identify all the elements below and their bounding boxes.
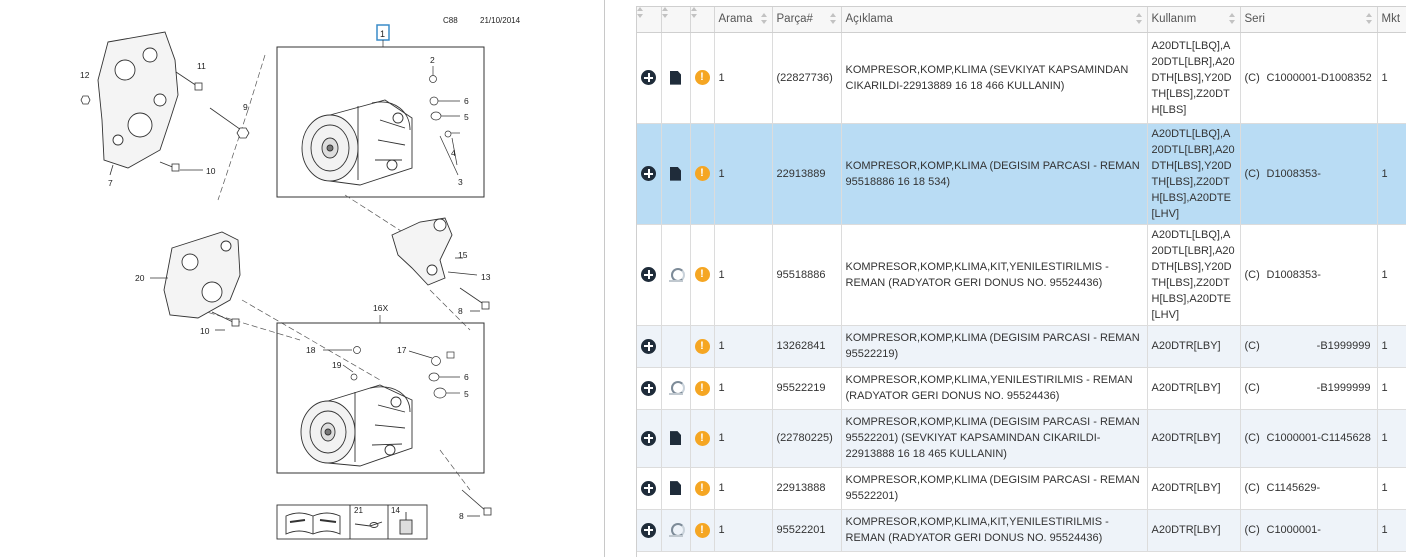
plus-circle-icon[interactable] [641, 481, 656, 496]
search-cell: 1 [714, 467, 772, 509]
expand-cell[interactable] [637, 509, 661, 551]
description-cell: KOMPRESOR,KOMP,KLIMA (DEGISIM PARCASI - REMAN 95518886 16 18 534) [841, 123, 1147, 224]
serial-code: (C) [1244, 524, 1260, 536]
warning-icon[interactable]: ! [695, 431, 710, 446]
callout-17[interactable]: 17 [397, 345, 407, 355]
qty-cell: 1 [1377, 467, 1406, 509]
document-cell[interactable] [661, 409, 690, 467]
serial-range: D1008353- [1266, 167, 1321, 180]
callout-9[interactable]: 9 [243, 102, 248, 112]
part-number-cell[interactable]: 22913888 [772, 467, 841, 509]
warning-cell[interactable] [690, 32, 714, 123]
exploded-parts-diagram [0, 0, 604, 557]
callout-14[interactable]: 14 [391, 506, 400, 515]
callout-3[interactable]: 3 [458, 177, 463, 187]
qty-cell: 1 [1377, 123, 1406, 224]
column-header-description-label: Açıklama [845, 13, 893, 26]
description-cell: KOMPRESOR,KOMP,KLIMA (DEGISIM PARCASI - REMAN 95522201) (SEVKIYAT KAPSAMINDAN CIKARILDI-22913888 16 18 465 KULLANIN) [841, 409, 1147, 467]
qty-cell: 1 [1377, 224, 1406, 325]
document-cell [661, 325, 690, 367]
usage-cell: A20DTR[LBY] [1147, 467, 1240, 509]
reman-icon[interactable] [668, 522, 684, 538]
search-cell: 1 [714, 409, 772, 467]
plus-circle-icon[interactable] [641, 267, 656, 282]
document-icon[interactable] [670, 481, 681, 495]
column-header-qty-label: Mkt [1381, 13, 1401, 26]
plus-circle-icon[interactable] [641, 70, 656, 85]
callout-19[interactable]: 19 [332, 360, 342, 370]
warning-cell[interactable] [690, 509, 714, 551]
reman-cell[interactable] [661, 367, 690, 409]
serial-code: (C) [1244, 382, 1260, 394]
hose-bracket-drawing [392, 218, 452, 285]
mounting-bracket-drawing [98, 32, 178, 168]
table-row[interactable] [637, 467, 1406, 509]
callout-7[interactable]: 7 [108, 178, 113, 188]
part-number-cell[interactable]: 95522219 [772, 367, 841, 409]
table-row[interactable] [637, 509, 1406, 551]
sort-icon[interactable] [761, 13, 768, 25]
sort-icon[interactable] [830, 13, 837, 25]
usage-cell: A20DTL[LBQ],A20DTL[LBR],A20DTH[LBS],Y20DTH[LBS],Z20DTH[LBS],A20DTE[LHV] [1147, 123, 1240, 224]
description-cell: KOMPRESOR,KOMP,KLIMA,KIT,YENILESTIRILMIS - REMAN (RADYATOR GERI DONUS NO. 95524436) [841, 224, 1147, 325]
warning-icon[interactable]: ! [695, 166, 710, 181]
callout-10-bottom[interactable]: 10 [200, 326, 210, 336]
warning-cell[interactable] [690, 409, 714, 467]
serial-cell [1240, 409, 1377, 467]
callout-6-bottom[interactable]: 6 [464, 372, 469, 382]
callout-4[interactable]: 4 [451, 148, 456, 158]
reman-cell[interactable] [661, 224, 690, 325]
description-cell: KOMPRESOR,KOMP,KLIMA,KIT,YENILESTIRILMIS - REMAN (RADYATOR GERI DONUS NO. 95524436) [841, 509, 1147, 551]
callout-18[interactable]: 18 [306, 345, 316, 355]
diagram-date: 21/10/2014 [480, 16, 521, 25]
expand-cell[interactable] [637, 367, 661, 409]
search-cell: 1 [714, 32, 772, 123]
search-cell: 1 [714, 123, 772, 224]
callout-6-top[interactable]: 6 [464, 96, 469, 106]
warning-icon[interactable]: ! [695, 381, 710, 396]
serial-code: (C) [1244, 432, 1260, 444]
column-header-serial-label: Seri [1244, 13, 1265, 26]
part-number-cell[interactable]: (22780225) [772, 409, 841, 467]
qty-cell: 1 [1377, 367, 1406, 409]
column-header-serial[interactable] [1240, 7, 1377, 32]
warning-icon[interactable]: ! [695, 523, 710, 538]
column-header-search-label: Arama [718, 13, 753, 26]
table-row-selected[interactable] [637, 123, 1406, 224]
document-cell[interactable] [661, 32, 690, 123]
warning-cell[interactable] [690, 467, 714, 509]
document-icon[interactable] [670, 167, 681, 181]
serial-range: C1000001-D1008352 [1266, 71, 1372, 84]
warning-cell[interactable] [690, 325, 714, 367]
serial-code: (C) [1244, 482, 1260, 494]
usage-cell: A20DTR[LBY] [1147, 367, 1240, 409]
serial-range: C1145629- [1266, 482, 1321, 494]
callout-8-top[interactable]: 8 [458, 306, 463, 316]
table-row[interactable] [637, 367, 1406, 409]
search-cell: 1 [714, 367, 772, 409]
callout-2[interactable]: 2 [430, 55, 435, 65]
search-cell: 1 [714, 325, 772, 367]
description-cell: KOMPRESOR,KOMP,KLIMA (DEGISIM PARCASI - REMAN 95522201) [841, 467, 1147, 509]
serial-range: D1008353- [1266, 268, 1321, 281]
column-header-usage[interactable] [1147, 7, 1240, 32]
expand-cell[interactable] [637, 32, 661, 123]
usage-cell: A20DTR[LBY] [1147, 325, 1240, 367]
table-row[interactable] [637, 224, 1406, 325]
table-row[interactable] [637, 32, 1406, 123]
callout-21[interactable]: 21 [354, 506, 363, 515]
callout-16x[interactable]: 16X [373, 303, 389, 313]
sort-icon[interactable] [666, 13, 673, 25]
lower-bracket-drawing [164, 232, 240, 318]
plus-circle-icon[interactable] [641, 431, 656, 446]
part-number-cell[interactable]: 95522201 [772, 509, 841, 551]
column-header-usage-label: Kullanım [1151, 13, 1197, 26]
warning-cell[interactable] [690, 367, 714, 409]
exploded-diagram-pane [0, 0, 604, 557]
tools-legend [277, 505, 427, 539]
parts-table [637, 7, 1406, 552]
serial-cell [1240, 32, 1377, 123]
warning-icon[interactable]: ! [695, 70, 710, 85]
callout-15[interactable]: 15 [458, 250, 468, 260]
sort-icon[interactable] [1366, 13, 1373, 25]
plus-circle-icon[interactable] [641, 523, 656, 538]
diagram-code: C88 [443, 16, 458, 25]
reman-cell[interactable] [661, 509, 690, 551]
grid-header-row [637, 7, 1406, 32]
description-cell: KOMPRESOR,KOMP,KLIMA (DEGISIM PARCASI - REMAN 95522219) [841, 325, 1147, 367]
column-header-document[interactable] [661, 7, 690, 32]
table-row[interactable] [637, 325, 1406, 367]
document-cell[interactable] [661, 467, 690, 509]
expand-cell[interactable] [637, 224, 661, 325]
document-icon[interactable] [670, 431, 681, 445]
search-cell: 1 [714, 224, 772, 325]
serial-cell [1240, 509, 1377, 551]
callout-11[interactable]: 11 [197, 61, 206, 71]
serial-cell [1240, 467, 1377, 509]
sort-icon[interactable] [641, 13, 648, 25]
column-header-qty[interactable] [1377, 7, 1406, 32]
usage-cell: A20DTR[LBY] [1147, 409, 1240, 467]
sort-icon[interactable] [1136, 13, 1143, 25]
serial-cell [1240, 123, 1377, 224]
serial-range: C1000001- [1266, 524, 1321, 536]
plus-circle-icon[interactable] [641, 339, 656, 354]
compressor-group-box [277, 47, 484, 197]
expand-cell[interactable] [637, 325, 661, 367]
callout-10-top[interactable]: 10 [206, 166, 216, 176]
qty-cell: 1 [1377, 32, 1406, 123]
expand-cell[interactable] [637, 467, 661, 509]
usage-cell: A20DTL[LBQ],A20DTL[LBR],A20DTH[LBS],Y20DTH[LBS],Z20DTH[LBS],A20DTE[LHV] [1147, 224, 1240, 325]
search-cell: 1 [714, 509, 772, 551]
qty-cell: 1 [1377, 509, 1406, 551]
document-icon[interactable] [670, 71, 681, 85]
plus-circle-icon[interactable] [641, 166, 656, 181]
callout-20[interactable]: 20 [135, 273, 145, 283]
compressor-drawing-top [302, 100, 412, 185]
table-row[interactable] [637, 409, 1406, 467]
warning-cell[interactable] [690, 224, 714, 325]
serial-range: -B1999999 [1316, 382, 1371, 394]
description-cell: KOMPRESOR,KOMP,KLIMA,YENILESTIRILMIS - REMAN (RADYATOR GERI DONUS NO. 95524436) [841, 367, 1147, 409]
part-number-cell[interactable]: 22913889 [772, 123, 841, 224]
part-number-cell[interactable]: 95518886 [772, 224, 841, 325]
serial-cell [1240, 224, 1377, 325]
serial-code: (C) [1244, 71, 1260, 84]
warning-icon[interactable]: ! [695, 267, 710, 282]
compressor-drawing-bottom [301, 385, 412, 466]
column-header-expand[interactable] [637, 7, 661, 32]
reman-icon[interactable] [668, 267, 684, 283]
serial-cell [1240, 367, 1377, 409]
serial-cell [1240, 325, 1377, 367]
serial-range: C1000001-C1145628 [1266, 432, 1371, 444]
warning-icon[interactable]: ! [695, 481, 710, 496]
part-number-cell[interactable]: (22827736) [772, 32, 841, 123]
parts-grid [636, 6, 1406, 557]
column-header-search[interactable] [714, 7, 772, 32]
warning-icon[interactable]: ! [695, 339, 710, 354]
usage-cell: A20DTL[LBQ],A20DTL[LBR],A20DTH[LBS],Y20DTH[LBS],Z20DTH[LBS] [1147, 32, 1240, 123]
callout-12[interactable]: 12 [80, 70, 90, 80]
expand-cell[interactable] [637, 123, 661, 224]
serial-code: (C) [1244, 167, 1260, 180]
column-header-part[interactable] [772, 7, 841, 32]
plus-circle-icon[interactable] [641, 381, 656, 396]
callout-1[interactable]: 1 [380, 29, 386, 39]
callout-13[interactable]: 13 [481, 272, 491, 282]
qty-cell: 1 [1377, 325, 1406, 367]
column-header-warning[interactable] [690, 7, 714, 32]
callout-5-bottom[interactable]: 5 [464, 389, 469, 399]
column-header-part-label: Parça# [776, 13, 813, 26]
qty-cell: 1 [1377, 409, 1406, 467]
sort-icon[interactable] [1229, 13, 1236, 25]
callout-5-top[interactable]: 5 [464, 112, 469, 122]
serial-code: (C) [1244, 268, 1260, 281]
description-cell: KOMPRESOR,KOMP,KLIMA (SEVKIYAT KAPSAMINDAN CIKARILDI-22913889 16 18 466 KULLANIN) [841, 32, 1147, 123]
document-cell[interactable] [661, 123, 690, 224]
part-number-cell[interactable]: 13262841 [772, 325, 841, 367]
column-header-description[interactable] [841, 7, 1147, 32]
warning-cell[interactable] [690, 123, 714, 224]
serial-range: -B1999999 [1316, 340, 1371, 352]
usage-cell: A20DTR[LBY] [1147, 509, 1240, 551]
pane-gutter [605, 0, 635, 557]
callout-8-bottom[interactable]: 8 [459, 511, 464, 521]
expand-cell[interactable] [637, 409, 661, 467]
sort-icon[interactable] [695, 13, 702, 25]
serial-code: (C) [1244, 340, 1260, 352]
reman-icon[interactable] [668, 380, 684, 396]
